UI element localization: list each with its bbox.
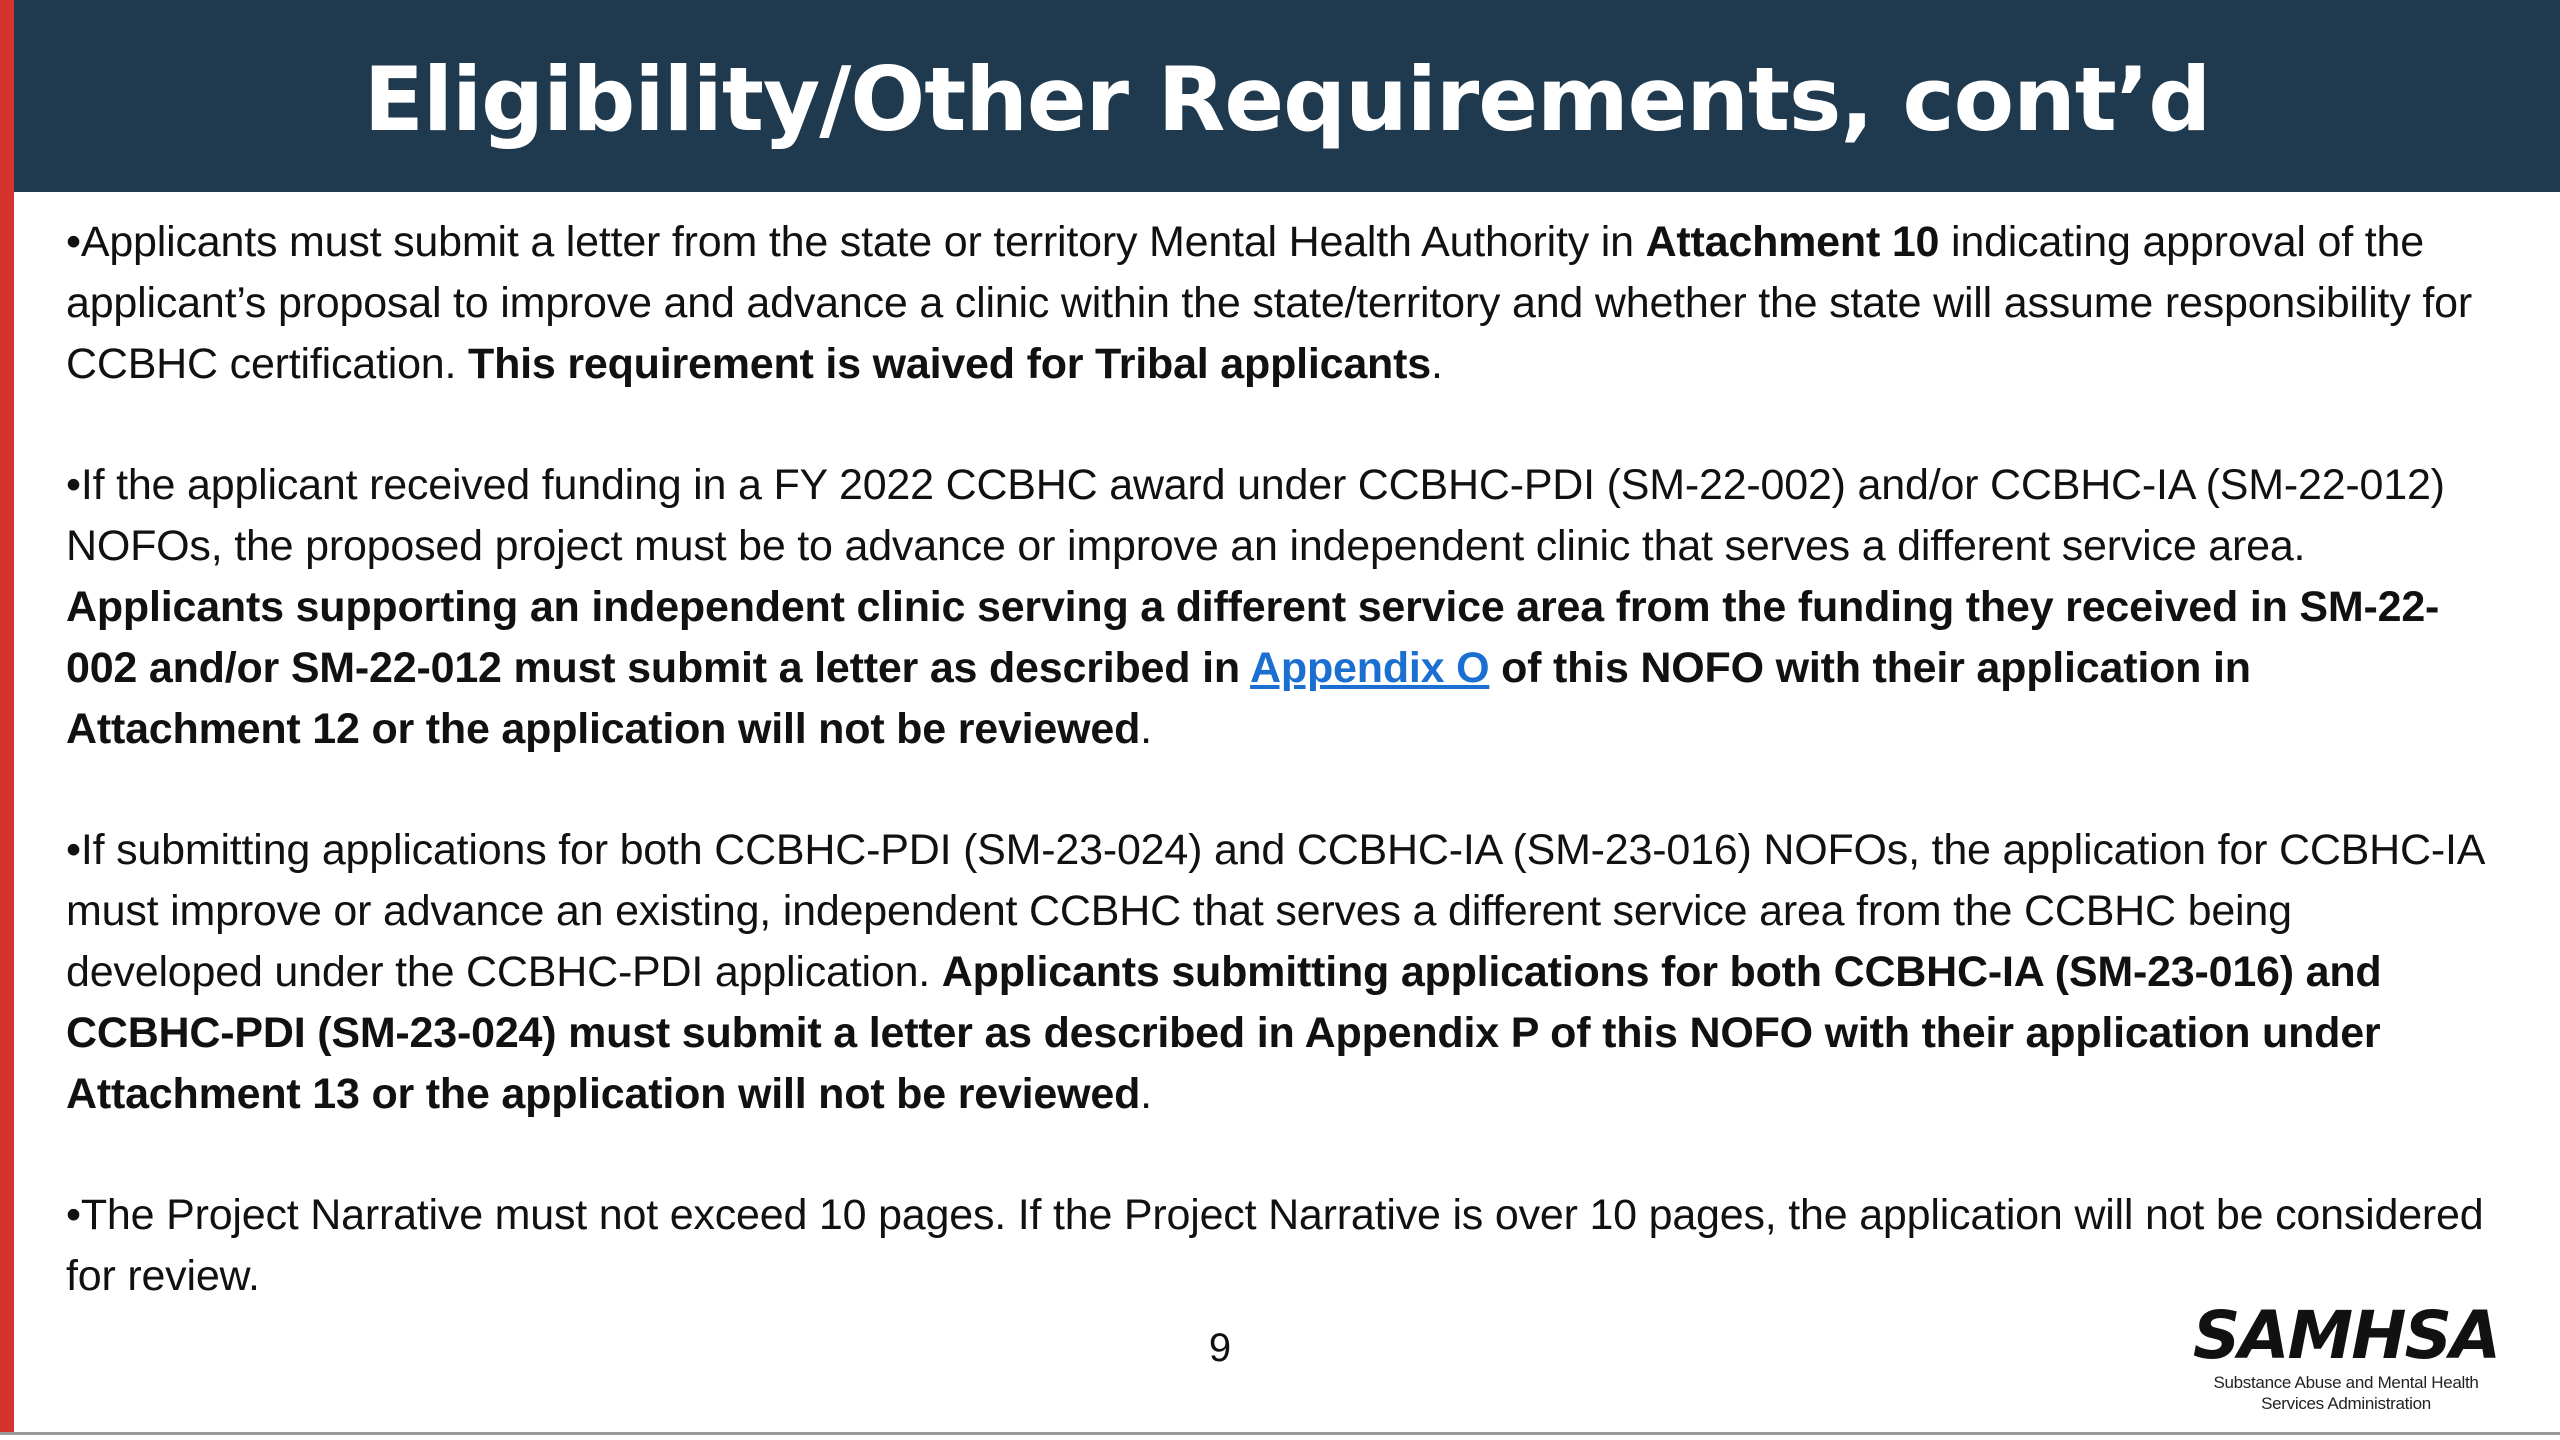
bottom-divider [0, 1432, 2560, 1435]
bold-run: Applicants supporting an independent clinic serving a different service area from the funding they received in SM-22-002 and/or SM-22-012 must submit a letter as described in [66, 583, 2440, 692]
text-run: indicating approval of the applicant’s proposal to improve and advance a clinic within the state/territory and whether the state will assume responsibility for CCBHC certification. [66, 218, 2472, 388]
text-run: . [1140, 705, 1152, 753]
text-run: •The Project Narrative must not exceed 10 pages. If the Project Narrative is over 10 pages, the application will not be considered for review. [66, 1191, 2484, 1300]
bold-run: of this NOFO with their application in Attachment 12 or the application will not be reviewed [66, 644, 2251, 753]
text-run: •If submitting applications for both CCBHC-PDI (SM-23-024) and CCBHC-IA (SM-23-016) NOFOs, the application for CCBHC-IA must improve or advance an existing, independent CCBHC that serves a different service area from the CCBHC being developed under the CCBHC-PDI application. [66, 826, 2483, 996]
logo-subtitle-line1: Substance Abuse and Mental Health [2213, 1373, 2479, 1392]
paragraph-fy2022-funding [66, 455, 2486, 760]
logo-subtitle-line2: Services Administration [2261, 1394, 2431, 1413]
paragraph-attachment-10 [66, 212, 2486, 395]
bold-run: Applicants submitting applications for both CCBHC-IA (SM-23-016) and CCBHC-PDI (SM-23-024) must submit a letter as described in Appendix P of this NOFO with their application under Attachment 13 or the application will not be reviewed [66, 948, 2382, 1118]
header-bar [14, 0, 2560, 192]
slide-title: Eligibility/Other Requirements, cont’d [363, 48, 2211, 151]
page-number: 9 [1208, 1326, 1232, 1370]
paragraph-project-narrative [66, 1185, 2486, 1307]
text-run: •If the applicant received funding in a FY 2022 CCBHC award under CCBHC-PDI (SM-22-002) and/or CCBHC-IA (SM-22-012) NOFOs, the proposed project must be to advance or improve an independent clinic that serves a different service area. [66, 461, 2445, 570]
text-run: . [1430, 340, 1443, 388]
bold-run: Attachment 10 [1645, 218, 1940, 266]
text-run: . [1140, 1070, 1152, 1118]
slide-body [66, 212, 2486, 1367]
paragraph-both-applications [66, 820, 2486, 1125]
text-run: •Applicants must submit a letter from the state or territory Mental Health Authority in [66, 218, 1646, 266]
samhsa-logo [2186, 1297, 2506, 1420]
left-accent-bar [0, 0, 14, 1432]
appendix-o-link[interactable]: Appendix O [1250, 644, 1490, 692]
bold-run: This requirement is waived for Tribal applicants [468, 340, 1431, 388]
logo-wordmark: SAMHSA [2192, 1297, 2500, 1374]
